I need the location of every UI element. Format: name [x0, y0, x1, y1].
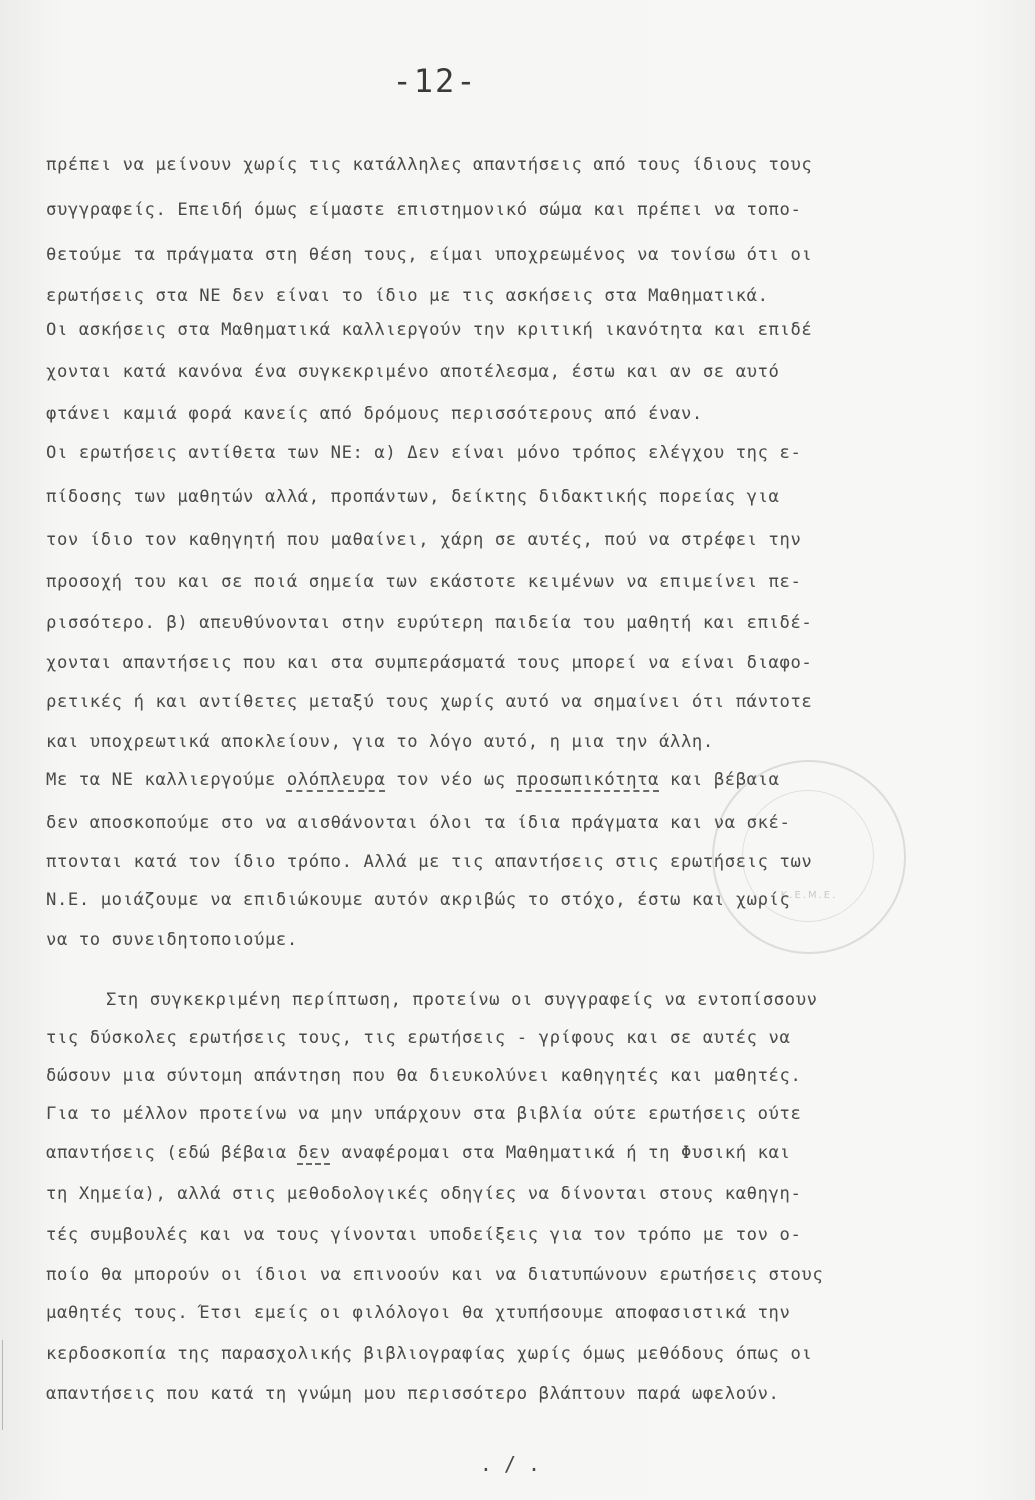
text-line: Στη συγκεκριμένη περίπτωση, προτείνω οι συγγραφείς να εντοπίσσουν [106, 990, 818, 1010]
text-segment: τον νέο ως [385, 770, 517, 790]
text-line: ποίο θα μπορούν οι ίδιοι να επινοούν και να διατυπώνουν ερωτήσεις στους [46, 1265, 824, 1285]
text-line: και υποχρεωτικά αποκλείουν, για το λόγο αυτό, η μια την άλλη. [46, 732, 714, 752]
text-line: Για το μέλλον προτείνω να μην υπάρχουν στα βιβλία ούτε ερωτήσεις ούτε [46, 1104, 802, 1124]
text-line: χονται απαντήσεις που και στα συμπεράσματά τους μπορεί να είναι διαφο- [46, 653, 813, 673]
text-line: πρέπει να μείνουν χωρίς τις κατάλληλες απαντήσεις από τους ίδιους τους [46, 155, 813, 175]
text-line: θετούμε τα πράγματα στη θέση τους, είμαι υποχρεωμένος να τονίσω ότι οι [46, 245, 813, 265]
text-line: απαντήσεις που κατά τη γνώμη μου περισσότερο βλάπτουν παρά ωφελούν. [46, 1384, 780, 1404]
text-segment: Με τα ΝΕ καλλιεργούμε [46, 770, 287, 790]
text-line: προσοχή του και σε ποιά σημεία των εκάστοτε κειμένων να επιμείνει πε- [46, 572, 802, 592]
text-line: τις δύσκολες ερωτήσεις τους, τις ερωτήσεις - γρίφους και σε αυτές να [46, 1028, 791, 1048]
margin-pencil-mark [2, 1340, 9, 1430]
text-line: πίδοσης των μαθητών αλλά, προπάντων, δείκτης διδακτικής πορείας για [46, 487, 780, 507]
text-segment: και βέβαια [659, 770, 780, 790]
text-line: πτονται κατά τον ίδιο τρόπο. Αλλά με τις απαντήσεις στις ερωτήσεις των [46, 852, 813, 872]
text-line: Οι ασκήσεις στα Μαθηματικά καλλιεργούν την κριτική ικανότητα και επιδέ [46, 320, 813, 340]
text-line: τον ίδιο τον καθηγητή που μαθαίνει, χάρη σε αυτές, πού να στρέφει την [46, 530, 802, 550]
text-line: να το συνειδητοποιούμε. [46, 930, 298, 950]
text-line-underlined [46, 770, 780, 790]
page-number: -12- [392, 62, 478, 100]
text-line: τη Χημεία), αλλά στις μεθοδολογικές οδηγίες να δίνονται στους καθηγη- [46, 1184, 802, 1204]
text-line: Οι ερωτήσεις αντίθετα των ΝΕ: α) Δεν είναι μόνο τρόπος ελέγχου της ε- [46, 443, 802, 463]
text-line: τές συμβουλές και να τους γίνονται υποδείξεις για τον τρόπο με τον ο- [46, 1225, 802, 1245]
text-line: συγγραφείς. Επειδή όμως είμαστε επιστημονικό σώμα και πρέπει να τοπο- [46, 200, 802, 220]
stamp-text: Κ.Ε.Μ.Ε. [780, 890, 838, 901]
text-line: δεν αποσκοπούμε στο να αισθάνονται όλοι τα ίδια πράγματα και να σκέ- [46, 813, 791, 833]
text-line: φτάνει καμιά φορά κανείς από δρόμους περισσότερους από έναν. [46, 404, 703, 424]
text-line: ρισσότερο. β) απευθύνονται στην ευρύτερη παιδεία του μαθητή και επιδέ- [46, 613, 813, 633]
text-line: ρετικές ή και αντίθετες μεταξύ τους χωρίς αυτό να σημαίνει ότι πάντοτε [46, 692, 813, 712]
text-line: Ν.Ε. μοιάζουμε να επιδιώκουμε αυτόν ακριβώς το στόχο, έστω και χωρίς [46, 890, 791, 910]
text-segment: απαντήσεις (εδώ βέβαια [46, 1143, 298, 1163]
text-line: μαθητές τους. Έτσι εμείς οι φιλόλογοι θα χτυπήσουμε αποφασιστικά την [46, 1303, 791, 1323]
text-line-underlined [46, 1143, 790, 1163]
underlined-word: δεν [297, 1143, 331, 1163]
text-line: δώσουν μια σύντομη απάντηση που θα διευκολύνει καθηγητές και μαθητές. [46, 1066, 802, 1086]
text-line: κερδοσκοπία της παρασχολικής βιβλιογραφίας χωρίς όμως μεθόδους όπως οι [46, 1344, 813, 1364]
underlined-word: προσωπικότητα [516, 770, 660, 790]
text-line: χονται κατά κανόνα ένα συγκεκριμένο αποτέλεσμα, έστω και αν σε αυτό [46, 362, 780, 382]
continuation-mark: . / . [479, 1452, 541, 1476]
underlined-word: ολόπλευρα [286, 770, 386, 790]
text-line: ερωτήσεις στα ΝΕ δεν είναι το ίδιο με τις ασκήσεις στα Μαθηματικά. [46, 286, 769, 306]
text-segment: αναφέρομαι στα Μαθηματικά ή τη Φυσική και [330, 1143, 791, 1163]
